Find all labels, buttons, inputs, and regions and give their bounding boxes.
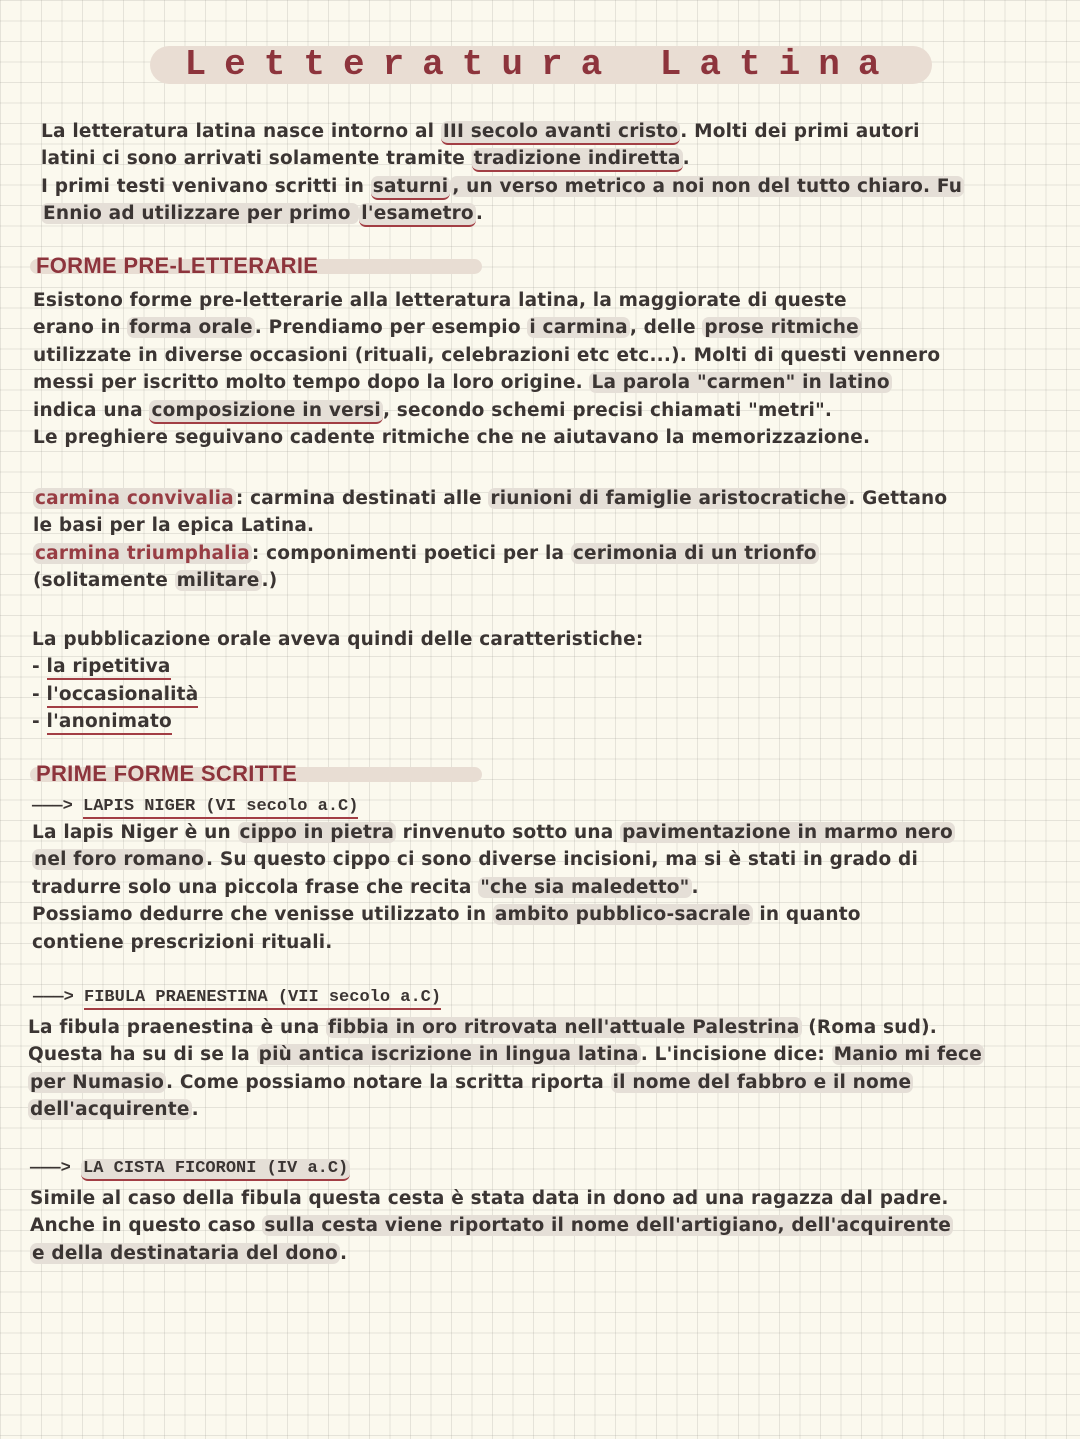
highlight-text: , un verso metrico a noi non del tutto chiaro. Fu <box>452 175 963 197</box>
highlight-text: nel foro romano <box>34 849 205 871</box>
text: . <box>191 1099 199 1121</box>
fibula-paragraph <box>28 1014 984 1124</box>
subheading-title: FIBULA PRAENESTINA (VII secolo a.C) <box>84 988 441 1010</box>
text: Anche in questo caso <box>30 1215 263 1237</box>
highlight-text: La parola "carmen" in latino <box>591 372 890 394</box>
highlight-text: cippo in pietra <box>239 822 395 843</box>
text: , secondo schemi precisi chiamati "metri". <box>382 399 833 421</box>
list-dash: - <box>32 683 47 705</box>
subheading-lapis <box>32 797 358 816</box>
highlight-text: III secolo avanti cristo <box>441 121 680 145</box>
subheading-title: LA CISTA FICORONI (IV a.C) <box>81 1159 350 1181</box>
highlight-text: sulla cesta viene riportato il nome dell'artigiano, dell'acquirente <box>264 1215 951 1237</box>
text: I primi testi venivano scritti in <box>41 175 371 197</box>
highlight-text: il nome del fabbro e il nome <box>612 1071 912 1093</box>
text: (solitamente <box>33 570 175 592</box>
lapis-paragraph <box>32 819 955 956</box>
subheading-fibula <box>33 988 441 1007</box>
text: La lapis Niger è un <box>32 822 238 843</box>
section-heading: PRIME FORME SCRITTE <box>36 761 298 786</box>
list-item: l'anonimato <box>47 711 172 735</box>
text: . <box>691 876 699 898</box>
highlight-text: per Numasio <box>30 1071 165 1093</box>
highlight-text: i carmina <box>529 317 628 339</box>
arrow-icon: ———> <box>32 797 73 816</box>
text: Simile al caso della fibula questa cesta è stata data in dono ad una ragazza dal padre. <box>30 1188 949 1209</box>
highlight-text: composizione in versi <box>149 400 382 424</box>
text: . Come possiamo notare la scritta riporta <box>166 1071 611 1093</box>
highlight-text: e della destinataria del dono <box>32 1242 338 1264</box>
text: , delle <box>629 317 703 339</box>
highlight-text: pavimentazione in marmo nero <box>622 822 953 843</box>
features-list <box>32 626 644 736</box>
text: . <box>339 1242 348 1264</box>
term: carmina triumphalia <box>35 542 250 564</box>
text: La pubblicazione orale aveva quindi delle caratteristiche: <box>32 629 644 650</box>
list-item: la ripetitiva <box>47 656 171 680</box>
text: messi per iscritto molto tempo dopo la loro origine. <box>33 372 590 394</box>
text: La fibula praenestina è una <box>28 1017 327 1038</box>
text: latini ci sono arrivati solamente tramite <box>41 148 472 170</box>
text: (Roma sud). <box>801 1017 937 1038</box>
text: Le preghiere seguivano cadente ritmiche che ne aiutavano la memorizzazione. <box>33 427 871 449</box>
text: .) <box>261 570 278 592</box>
intro-paragraph <box>41 118 964 228</box>
carmina-paragraph <box>33 485 947 595</box>
subheading-cista <box>30 1159 350 1178</box>
highlight-text: saturni <box>371 176 451 200</box>
text: . Gettano <box>848 488 948 509</box>
section-heading: FORME PRE-LETTERARIE <box>36 253 319 278</box>
highlight-text: militare <box>176 570 260 592</box>
text: La letteratura latina nasce intorno al <box>41 121 441 142</box>
text: : carmina destinati alle <box>235 488 489 509</box>
text: Questa ha su di se la <box>28 1044 257 1066</box>
highlight-text: ambito pubblico-sacrale <box>494 904 751 926</box>
text: indica una <box>33 399 150 421</box>
text: . <box>475 203 484 225</box>
highlight-text: forma orale <box>129 317 253 339</box>
text: le basi per la epica Latina. <box>33 515 315 537</box>
highlight-text: fibbia in oro ritrovata nell'attuale Palestrina <box>328 1017 800 1038</box>
highlight-text: "che sia maledetto" <box>480 876 690 898</box>
section-paragraph <box>33 287 940 451</box>
text: . Prendiamo per esempio <box>254 317 528 339</box>
term: carmina convivalia <box>35 488 234 509</box>
highlight-text: tradizione indiretta <box>472 148 683 172</box>
highlight-text: più antica iscrizione in lingua latina <box>258 1044 639 1066</box>
text: . <box>682 148 690 170</box>
highlight-text: l'esametro <box>359 203 476 227</box>
text: erano in <box>33 317 128 339</box>
highlight-text: dell'acquirente <box>30 1099 190 1121</box>
text: utilizzate in diverse occasioni (rituali, celebrazioni etc etc...). Molti di questi vennero <box>33 344 941 366</box>
cista-paragraph <box>30 1185 953 1267</box>
text: : componimenti poetici per la <box>251 542 571 564</box>
text: Esistono forme pre-letterarie alla letteratura latina, la maggiorate di queste <box>33 290 847 311</box>
list-dash: - <box>32 711 47 733</box>
highlight-text: Manio mi fece <box>833 1044 982 1066</box>
text: contiene prescrizioni rituali. <box>32 931 333 953</box>
page-title: Letteratura Latina <box>184 44 898 85</box>
arrow-icon: ———> <box>33 988 74 1007</box>
highlight-text: riunioni di famiglie aristocratiche <box>490 488 847 509</box>
text: . Su questo cippo ci sono diverse incisioni, ma si è stati in grado di <box>206 849 919 871</box>
highlight-text: Ennio ad utilizzare per primo <box>43 203 358 225</box>
highlight-text: cerimonia di un trionfo <box>572 542 817 564</box>
text: rinvenuto sotto una <box>396 822 621 843</box>
text: tradurre solo una piccola frase che recita <box>32 876 479 898</box>
list-item: l'occasionalità <box>47 684 199 708</box>
text: Possiamo dedurre che venisse utilizzato in <box>32 904 493 926</box>
arrow-icon: ———> <box>30 1159 71 1178</box>
list-dash: - <box>32 656 47 678</box>
subheading-title: LAPIS NIGER (VI secolo a.C) <box>83 797 358 819</box>
text: . Molti dei primi autori <box>680 121 920 142</box>
highlight-text: prose ritmiche <box>704 317 859 339</box>
text: . L'incisione dice: <box>640 1044 832 1066</box>
text: in quanto <box>752 904 861 926</box>
